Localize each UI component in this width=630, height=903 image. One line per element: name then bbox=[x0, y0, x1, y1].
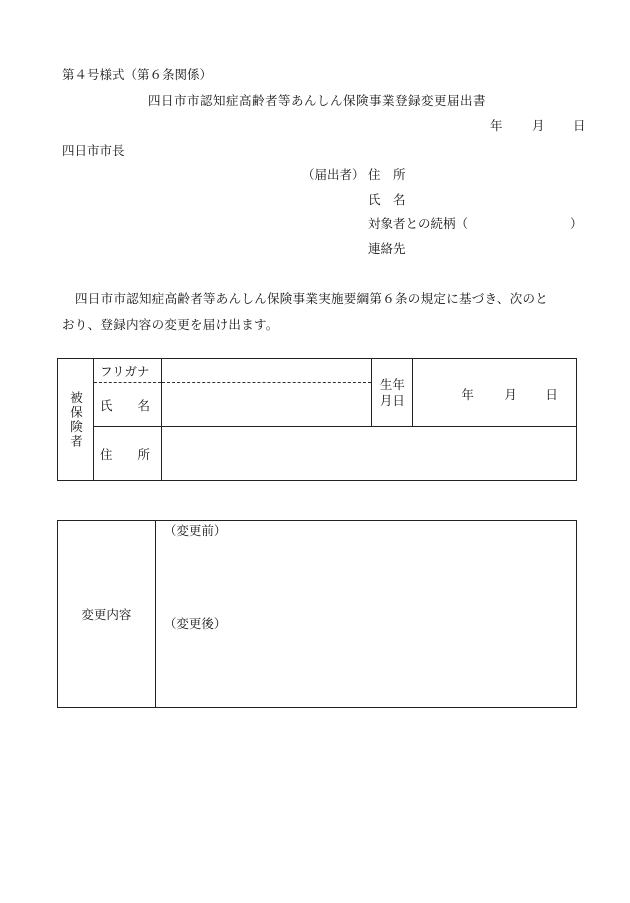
page-title: 四日市市認知症高齢者等あんしん保険事業登録変更届出書 bbox=[148, 93, 487, 108]
address-label: 住 所 bbox=[99, 446, 150, 462]
birth-date-input[interactable] bbox=[413, 359, 577, 427]
birth-day: 日 bbox=[545, 387, 558, 402]
applicant-address-label: 住 所 bbox=[368, 167, 406, 182]
insured-table bbox=[57, 358, 577, 481]
body-line-1: 四日市市認知症高齢者等あんしん保険事業実施要綱第６条の規定に基づき、次のと bbox=[75, 291, 549, 306]
address-input[interactable] bbox=[161, 427, 576, 481]
change-before-label: （変更前） bbox=[163, 523, 227, 538]
date-month: 月 bbox=[532, 118, 545, 133]
applicant-relation-close: ） bbox=[570, 216, 583, 231]
applicant-label: （届出者） bbox=[302, 167, 365, 182]
applicant-name-label: 氏 名 bbox=[368, 192, 406, 207]
addressee: 四日市市長 bbox=[62, 143, 125, 158]
change-label: 変更内容 bbox=[81, 607, 132, 622]
applicant-relation-label: 対象者との続柄（ bbox=[368, 216, 469, 231]
name-input[interactable] bbox=[161, 383, 372, 427]
furigana-input[interactable] bbox=[161, 359, 372, 383]
applicant-contact-label: 連絡先 bbox=[368, 241, 406, 256]
birth-label: 生年月日 bbox=[379, 376, 405, 408]
body-line-2: おり、登録内容の変更を届け出ます。 bbox=[62, 317, 279, 332]
change-content-input[interactable] bbox=[155, 521, 576, 708]
insured-side-label: 被保険者 bbox=[68, 390, 84, 449]
date-year: 年 bbox=[490, 118, 503, 133]
birth-year: 年 bbox=[461, 387, 474, 402]
address-label-cell bbox=[93, 427, 161, 481]
insured-side-cell bbox=[58, 359, 94, 481]
birth-label-cell bbox=[372, 359, 413, 427]
birth-month: 月 bbox=[504, 387, 517, 402]
form-number: 第４号様式（第６条関係） bbox=[62, 67, 213, 82]
name-label: 氏 名 bbox=[99, 397, 150, 413]
name-label-cell bbox=[93, 383, 161, 427]
date-day: 日 bbox=[573, 118, 586, 133]
furigana-label: フリガナ bbox=[99, 363, 150, 379]
furigana-label-cell bbox=[93, 359, 161, 383]
change-label-cell bbox=[58, 521, 156, 708]
change-after-label: （変更後） bbox=[163, 616, 227, 631]
change-table bbox=[57, 520, 577, 708]
